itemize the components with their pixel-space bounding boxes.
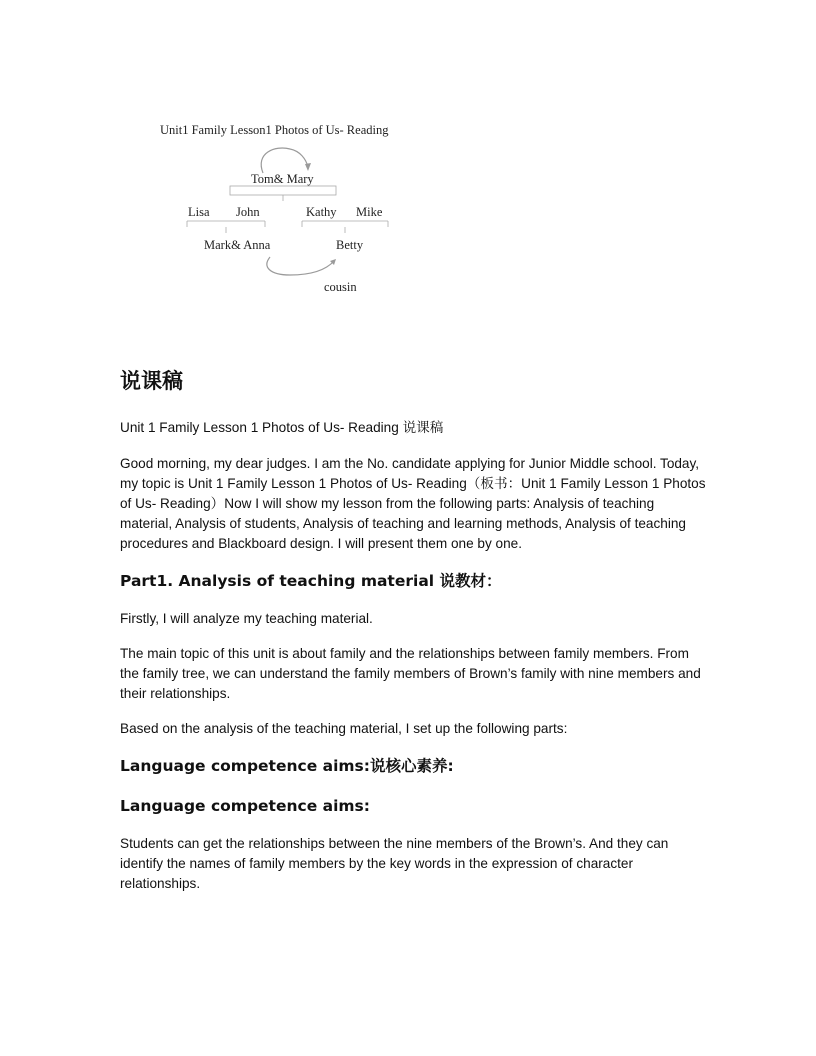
child-mike-label: Mike: [356, 205, 383, 219]
left-couple-label: Mark& Anna: [204, 238, 271, 252]
document-body: [120, 364, 710, 909]
lesson-subtitle: Unit 1 Family Lesson 1 Photos of Us- Reading 说课稿: [120, 420, 444, 435]
based-paragraph: Based on the analysis of the teaching material, I set up the following parts:: [120, 721, 568, 736]
intro-paragraph: Good morning, my dear judges. I am the No. candidate applying for Junior Middle school. Today, my topic is Unit 1 Family Lesson 1 Photos of Us- Reading（板书：Unit 1 Family Lesson 1 Photos of Us- Reading）Now I will show my lesson from the following parts: Analysis of teaching material, Analysis of students, Analysis of teaching and learning methods, Analysis of teaching procedures and Blackboard design. I will present them one by one.: [120, 456, 706, 551]
firstly-paragraph: Firstly, I will analyze my teaching material.: [120, 611, 373, 626]
topic-paragraph: The main topic of this unit is about family and the relationships between family members. From the family tree, we can understand the family members of Brown’s family with nine members and their relationships.: [120, 646, 701, 701]
child-john-label: John: [236, 205, 260, 219]
students-paragraph: Students can get the relationships between the nine members of the Brown’s. And they can identify the names of family members by the key words in the expression of character relationships.: [120, 836, 669, 891]
part1-heading: Part1. Analysis of teaching material 说教材：: [120, 572, 502, 590]
relation-label: cousin: [324, 280, 357, 294]
aims-heading-language: Language competence aims:: [120, 797, 370, 815]
diagram-title: Unit1 Family Lesson1 Photos of Us- Reading: [160, 123, 389, 137]
child-kathy-label: Kathy: [306, 205, 337, 219]
page-title: 说课稿: [120, 369, 183, 393]
grandparents-label: Tom& Mary: [251, 172, 314, 186]
aims-heading-core: Language competence aims:说核心素养:: [120, 757, 454, 775]
child-lisa-label: Lisa: [188, 205, 210, 219]
family-tree-diagram: [150, 115, 430, 305]
right-child-label: Betty: [336, 238, 364, 252]
